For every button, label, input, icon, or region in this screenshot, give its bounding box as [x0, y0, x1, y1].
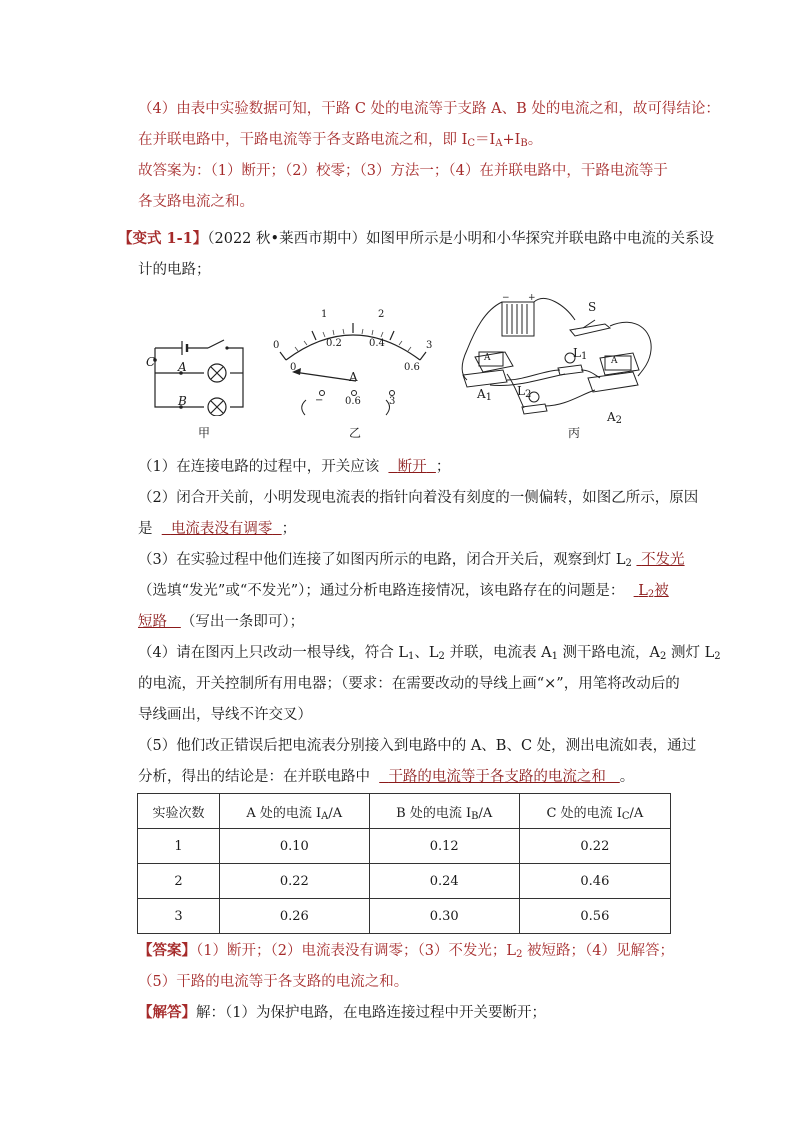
table-header-cell: B 处的电流 $I_B/A$ — [369, 794, 519, 829]
terminal-0-6: 0.6 — [345, 396, 361, 407]
table-cell: 0.10 — [219, 829, 369, 864]
ammeter-a1-face: A — [484, 353, 491, 363]
table-cell: 3 — [138, 899, 220, 934]
figure-bing-label: 丙 — [568, 426, 581, 440]
switch-label: S — [588, 300, 597, 314]
table-cell: 0.26 — [219, 899, 369, 934]
solution-line: 【解答】解：（1）为保护电路，在电路连接过程中开关要断开； — [138, 1004, 546, 1021]
table-row — [138, 829, 671, 864]
q3-answer-2b: 短路 — [138, 614, 167, 630]
top-tick-1: 1 — [321, 309, 328, 320]
ammeter-a2-label: $A_2$ — [607, 410, 623, 426]
table-header-row — [138, 794, 671, 829]
table-header-cell: C 处的电流 $I_C/A$ — [519, 794, 670, 829]
figure-jia-label: 甲 — [198, 426, 211, 440]
p4-line2: 在并联电路中，干路电流等于各支路电流之和，即 $I_C=I_A+I_B$。 — [138, 132, 543, 149]
ammeter-a1-label: $A_1$ — [477, 387, 493, 403]
answer-summary-line1: 故答案为：（1）断开；（2）校零；（3）方法一；（4）在并联电路中，干路电流等于 — [138, 163, 668, 179]
table-cell: 0.22 — [519, 829, 670, 864]
table-cell: 0.12 — [369, 829, 519, 864]
q3-answer-2a: $L_2$被 — [638, 583, 669, 600]
bottom-tick-0: 0 — [290, 362, 297, 373]
solution-tag: 【解答】 — [138, 1004, 196, 1021]
table-cell: 1 — [138, 829, 220, 864]
q3-answer-1: 不发光 — [641, 552, 685, 568]
ammeter-a2-face: A — [611, 356, 618, 366]
q5-line1: （5）他们改正错误后把电流表分别接入到电路中的 A、B、C 处，测出电流如表，通过 — [138, 738, 697, 754]
p4-line1: （4）由表中实验数据可知，干路 C 处的电流等于支路 A、B 处的电流之和，故可得结论： — [138, 101, 720, 117]
table-row — [138, 864, 671, 899]
table-header-cell: A 处的电流 $I_A/A$ — [219, 794, 369, 829]
q2-line1: （2）闭合开关前，小明发现电流表的指针向着没有刻度的一侧偏转，如图乙所示，原因 — [138, 490, 699, 506]
q3-line1: （3）在实验过程中他们连接了如图丙所示的电路，闭合开关后，观察到灯 $L_2$ 不发光 — [138, 552, 685, 569]
figure-yi-label: 乙 — [349, 426, 362, 440]
variant-line2: 计的电路； — [138, 262, 211, 278]
point-c-label: C — [146, 355, 156, 369]
top-tick-0: 0 — [273, 340, 280, 351]
point-b-label: B — [178, 394, 187, 408]
q2-line2: 是 电流表没有调零 ； — [138, 521, 297, 537]
q5-line2: 分析，得出的结论是：在并联电路中 干路的电流等于各支路的电流之和 。 — [138, 769, 635, 785]
bottom-tick-2: 0.4 — [369, 338, 385, 349]
table-cell: 0.24 — [369, 864, 519, 899]
q3-line3: 短路 （写出一条即可）； — [138, 614, 305, 630]
current-data-table — [137, 793, 671, 934]
table-cell: 2 — [138, 864, 220, 899]
q5-answer: 干路的电流等于各支路的电流之和 — [388, 769, 606, 785]
table-cell: 0.46 — [519, 864, 670, 899]
variant-line1: 【变式 1-1】（2022 秋•莱西市期中）如图甲所示是小明和小华探究并联电路中电流的关系设 — [118, 230, 715, 247]
answer-summary-line2: 各支路电流之和。 — [138, 194, 254, 210]
lamp-l1-label: $L_1$ — [573, 346, 588, 362]
point-a-label: A — [178, 360, 187, 374]
table-cell: 0.56 — [519, 899, 670, 934]
top-tick-2: 2 — [378, 309, 385, 320]
terminal-3: 3 — [389, 396, 396, 407]
bottom-tick-1: 0.2 — [326, 338, 342, 349]
q3-line2: （选填“发光”或“不发光”）；通过分析电路连接情况，该电路存在的问题是： $L_2$被 — [138, 583, 669, 600]
q1-answer: 断开 — [397, 459, 427, 475]
variant-tag: 【变式 1-1】 — [118, 230, 208, 247]
table-cell: 0.22 — [219, 864, 369, 899]
top-tick-3: 3 — [426, 340, 433, 351]
table-cell: 0.30 — [369, 899, 519, 934]
svg-text:+: + — [528, 293, 536, 303]
lamp-l2-label: $L_2$ — [517, 384, 532, 400]
answer-line2: （5）干路的电流等于各支路的电流之和。 — [138, 974, 409, 990]
svg-text:−: − — [502, 293, 510, 303]
q4-line1: （4）请在图丙上只改动一根导线，符合 $L_1$、$L_2$ 并联，电流表 $A_1$ 测干路电流，$A_2$ 测灯 $L_2$ — [138, 645, 721, 662]
q4-line3: 导线画出，导线不许交叉） — [138, 707, 312, 723]
answer-line1: 【答案】（1）断开；（2）电流表没有调零；（3）不发光；$L_2$ 被短路；（4）见解答； — [138, 942, 675, 960]
table-row — [138, 899, 671, 934]
table-header-cell: 实验次数 — [138, 794, 220, 829]
terminal-negative: − — [315, 395, 324, 406]
q1-line: （1）在连接电路的过程中，开关应该 断开 ； — [138, 459, 451, 475]
circuit-diagram-jia — [140, 336, 260, 416]
needle-label: A — [349, 370, 358, 384]
bottom-tick-3: 0.6 — [404, 362, 420, 373]
q2-answer: 电流表没有调零 — [170, 521, 273, 537]
q4-line2: 的电流，开关控制所有用电器；（要求：在需要改动的导线上画“×”，用笔将改动后的 — [138, 676, 680, 692]
answer-tag: 【答案】 — [138, 942, 196, 959]
